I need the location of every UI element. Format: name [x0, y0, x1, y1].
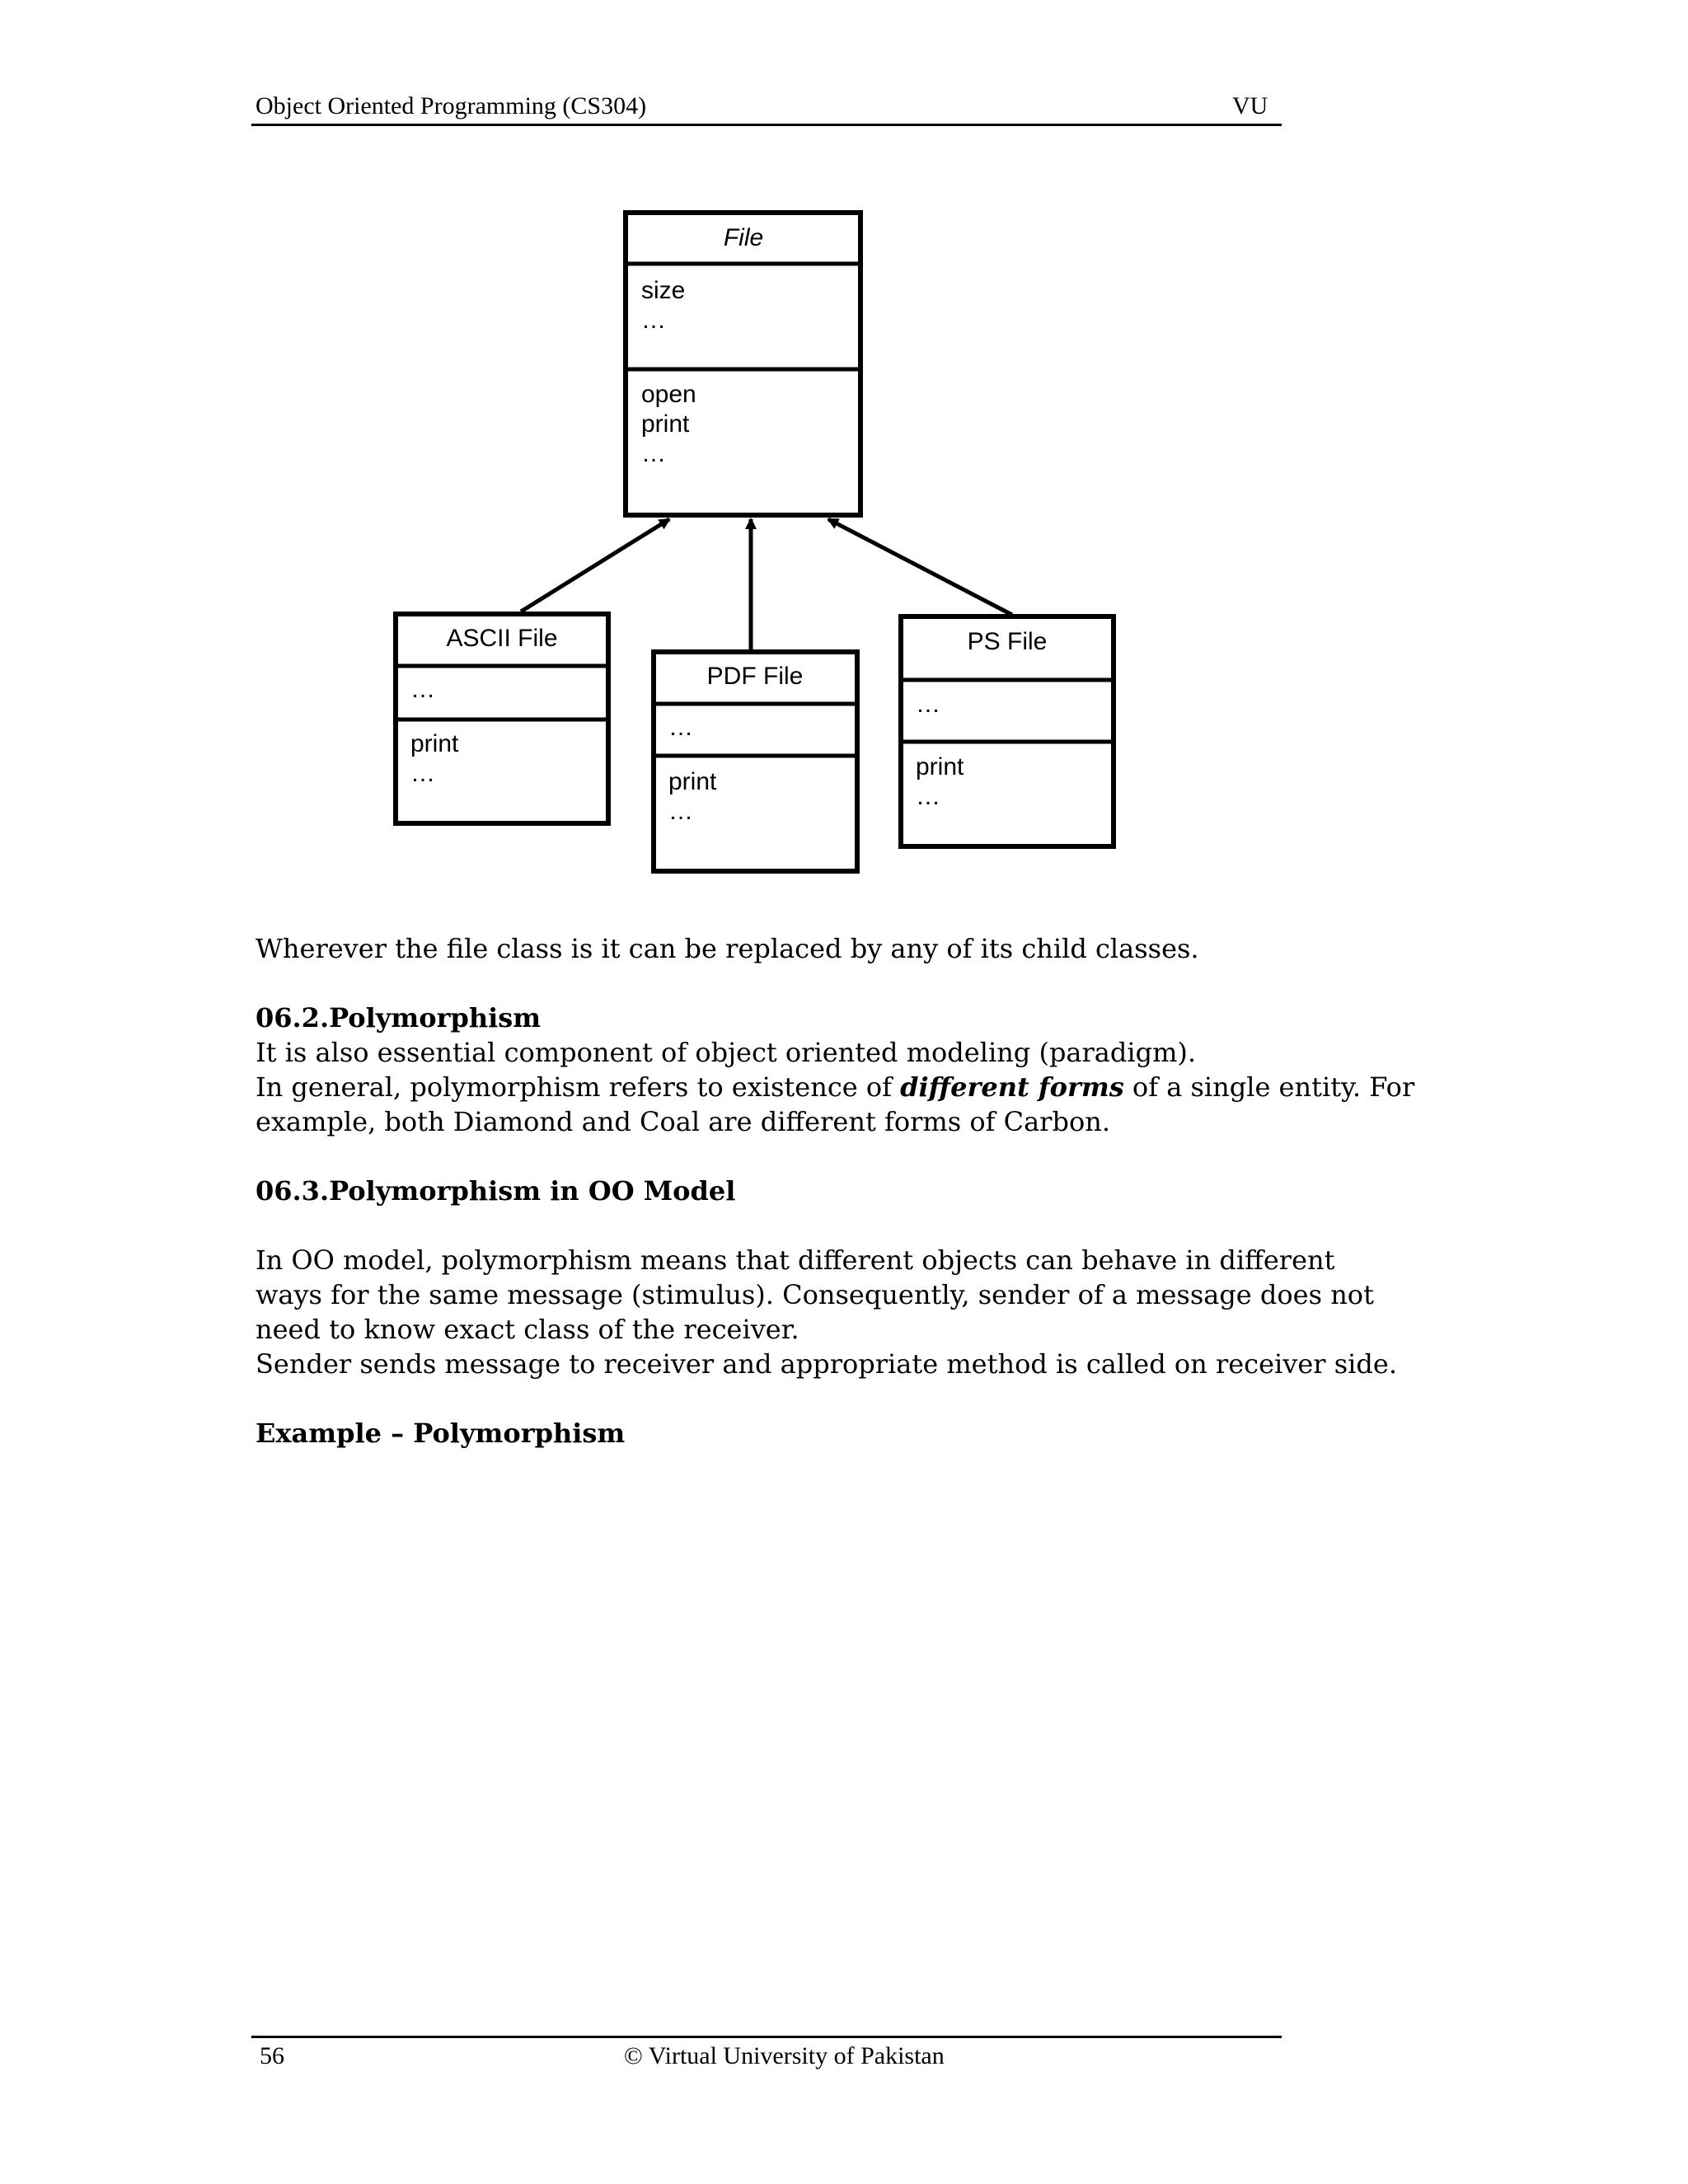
- attr-ellipsis: …: [410, 676, 435, 703]
- section-heading-polymorphism-oo-model: 06.3.Polymorphism in OO Model: [256, 1175, 736, 1207]
- uml-class-diagram: [0, 0, 1688, 907]
- method-ellipsis: …: [410, 760, 435, 787]
- paragraph-line: example, both Diamond and Coal are different forms of Carbon.: [256, 1106, 1110, 1137]
- class-name-pdf-file: PDF File: [706, 663, 804, 690]
- class-name-ps-file: PS File: [967, 628, 1048, 655]
- paragraph-line: Sender sends message to receiver and appropriate method is called on receiver side.: [256, 1348, 1397, 1380]
- text-span: In general, polymorphism refers to existence of: [256, 1071, 901, 1103]
- method-open: open: [641, 381, 696, 408]
- paragraph-line-with-emphasis: [256, 1070, 1414, 1104]
- attr-ellipsis: …: [916, 691, 940, 718]
- paragraph-line: ways for the same message (stimulus). Consequently, sender of a message does not: [256, 1279, 1374, 1310]
- paragraph-replacement: Wherever the file class is it can be replaced by any of its child classes.: [256, 933, 1199, 964]
- attr-ellipsis: …: [668, 714, 693, 741]
- class-box-pdf-file: [654, 652, 857, 871]
- paragraph-line: In OO model, polymorphism means that different objects can behave in different: [256, 1244, 1335, 1276]
- method-print: print: [916, 753, 964, 780]
- emphasis-different-forms: different forms: [900, 1071, 1124, 1103]
- attr-ellipsis: …: [641, 307, 666, 334]
- method-print: print: [668, 768, 717, 795]
- method-ellipsis: …: [668, 798, 693, 825]
- page-number: 56: [260, 2042, 284, 2069]
- method-print: print: [410, 730, 459, 757]
- class-box-ascii-file: [396, 614, 608, 823]
- paragraph-line: It is also essential component of object oriented modeling (paradigm).: [256, 1037, 1197, 1068]
- inheritance-arrow-ps: [828, 519, 1012, 615]
- header-course-title: Object Oriented Programming (CS304): [256, 92, 647, 120]
- method-ellipsis: …: [641, 440, 666, 467]
- inheritance-arrow-ascii: [521, 519, 669, 612]
- section-heading-example: Example – Polymorphism: [256, 1418, 626, 1449]
- class-box-file: [626, 213, 860, 515]
- attr-size: size: [641, 277, 686, 304]
- footer-copyright: © Virtual University of Pakistan: [624, 2042, 945, 2069]
- class-name-ascii-file: ASCII File: [446, 625, 558, 652]
- method-print: print: [641, 410, 690, 438]
- footer-rule: [251, 2036, 1282, 2038]
- text-span: of a single entity. For: [1123, 1071, 1415, 1103]
- class-name-file: File: [723, 224, 764, 251]
- method-ellipsis: …: [916, 783, 940, 810]
- section-heading-polymorphism: 06.2.Polymorphism: [256, 1002, 542, 1033]
- paragraph-line: need to know exact class of the receiver.: [256, 1314, 799, 1345]
- class-box-ps-file: [901, 616, 1114, 846]
- header-institution: VU: [1232, 92, 1268, 120]
